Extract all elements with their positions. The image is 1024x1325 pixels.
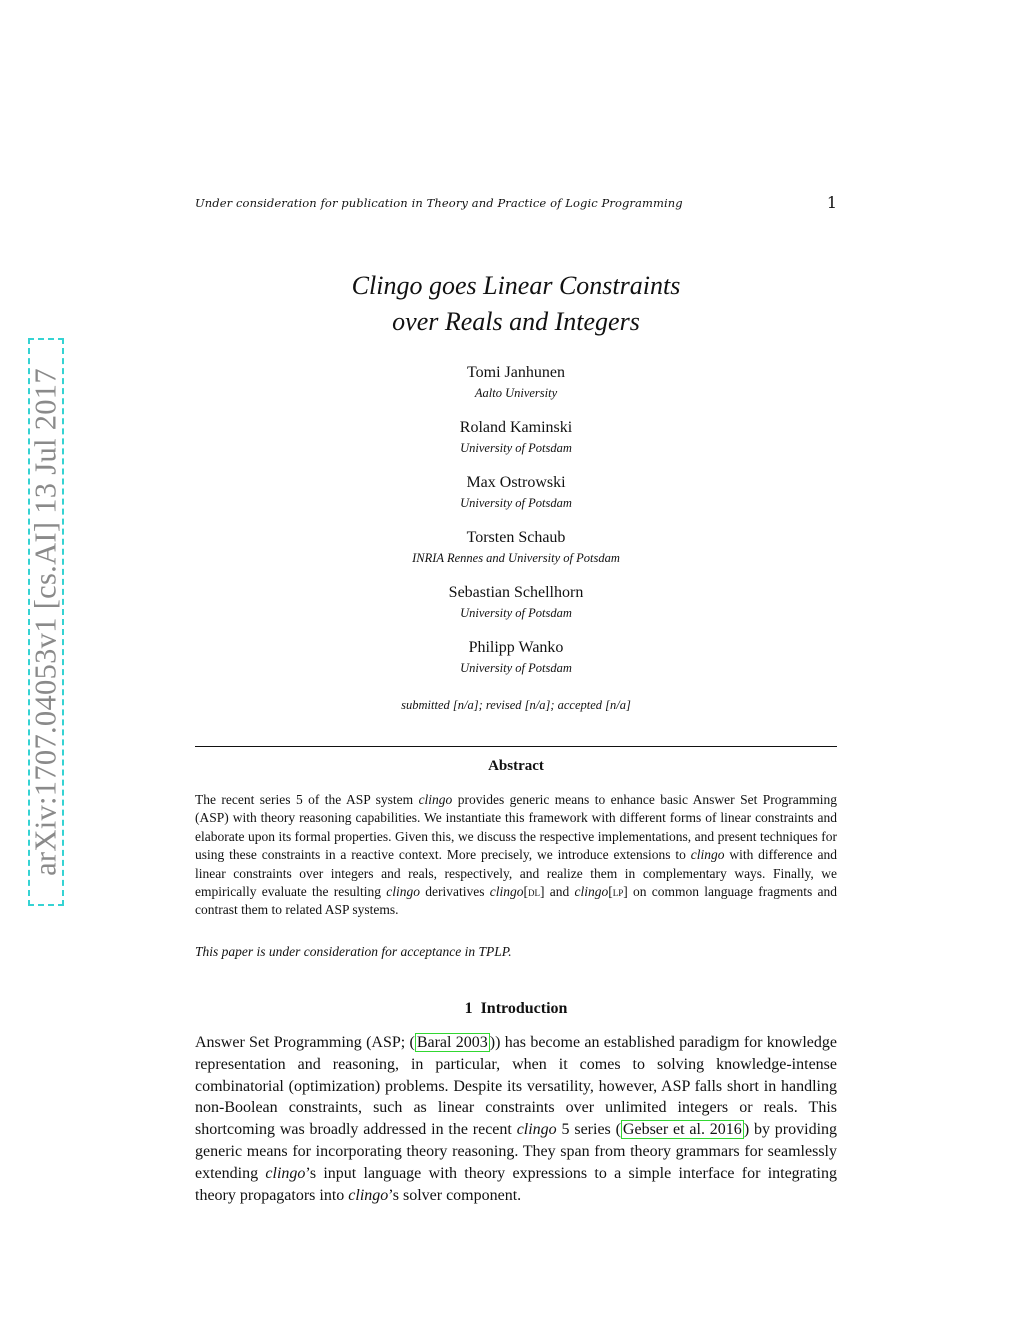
clingo-term: clingo [348, 1186, 389, 1204]
author-block [195, 472, 837, 527]
clingo-term: clingo [690, 847, 725, 863]
author-name: Torsten Schaub [466, 529, 566, 546]
dl-term: dl [527, 884, 540, 900]
section-title: Introduction [480, 1000, 568, 1017]
author-block [195, 637, 837, 692]
title-line-1: Clingo goes Linear Constraints [351, 271, 681, 300]
author-affiliation: INRIA Rennes and University of Potsdam [412, 551, 620, 565]
horizontal-rule [195, 746, 837, 747]
citation-link-gebser[interactable]: Gebser et al. 2016 [622, 1121, 742, 1139]
clingo-term: clingo [516, 1121, 557, 1139]
author-affiliation: University of Potsdam [460, 606, 572, 620]
running-head-text: Under consideration for publication in Theory and Practice of Logic Programming [195, 196, 683, 210]
author-name: Tomi Janhunen [467, 364, 565, 381]
intro-paragraph: Answer Set Programming (ASP; ( Baral 2003 )) has become an established paradigm for knowledge representation and reasoning, in particular, when it comes to solving knowledge-intense combinatorial (optimization) problems. Despite its versatility, however, ASP falls short in handling non-Boolean constraints, such as linear constraints over unlimited integers or reals. This shortcoming was broadly addressed in the recent clingo 5 series ( Gebser et al. 2016 ) by providing generic means for incorporating theory reasoning. They span from theory grammars for seamlessly extending clingo’s input language with theory expressions to a simple interface for integrating theory propagators into clingo’s solver component. [195, 1034, 838, 1204]
author-block [195, 582, 837, 637]
lp-term: lp [612, 884, 624, 900]
author-name: Sebastian Schellhorn [448, 584, 584, 601]
section-heading [195, 1000, 837, 1018]
author-name: Roland Kaminski [459, 419, 573, 436]
author-name: Max Ostrowski [466, 474, 566, 491]
author-affiliation: University of Potsdam [460, 441, 572, 455]
abstract-body [195, 791, 837, 920]
tplp-note: This paper is under consideration for acceptance in TPLP. [195, 944, 512, 959]
arxiv-identifier[interactable]: arXiv:1707.04053v1 [cs.AI] 13 Jul 2017 [28, 368, 63, 876]
abstract-paragraph: The recent series 5 of the ASP system clingo provides generic means to enhance basic Answer Set Programming (ASP) with theory reasoning capabilities. We instantiate this framework with different forms of linear constraints and elaborate upon its formal properties. Given this, we discuss the respective implementations, and present techniques for using these constraints in a reactive context. More precisely, we introduce extensions to clingo with difference and linear constraints over integers and reals, respectively, and realize them in complementary ways. Finally, we empirically evaluate the resulting clingo derivatives clingo[dl] and clingo[lp] on common language fragments and contrast them to related ASP systems. [195, 792, 837, 918]
abstract-heading: Abstract [488, 758, 544, 774]
paper-title [195, 268, 837, 340]
clingo-term: clingo [489, 884, 524, 900]
introduction-body [195, 1032, 837, 1206]
title-line-2: over Reals and Integers [392, 307, 640, 336]
clingo-term: clingo [386, 884, 420, 900]
author-list [195, 362, 837, 692]
clingo-term: clingo [574, 884, 609, 900]
author-affiliation: University of Potsdam [460, 496, 572, 510]
clingo-term: clingo [418, 792, 453, 807]
author-name: Philipp Wanko [468, 639, 564, 656]
author-block [195, 417, 837, 472]
page-number: 1 [826, 193, 837, 212]
author-block [195, 362, 837, 417]
running-head [195, 194, 837, 214]
citation-link-baral[interactable]: Baral 2003 [416, 1034, 488, 1051]
author-affiliation: University of Potsdam [460, 661, 572, 675]
arxiv-identifier-box[interactable] [28, 338, 64, 906]
submission-dates: submitted [n/a]; revised [n/a]; accepted [n/a] [401, 698, 631, 712]
section-number: 1 [464, 1000, 473, 1017]
clingo-term: clingo [265, 1164, 306, 1182]
author-block [195, 527, 837, 582]
author-affiliation: Aalto University [474, 386, 558, 400]
